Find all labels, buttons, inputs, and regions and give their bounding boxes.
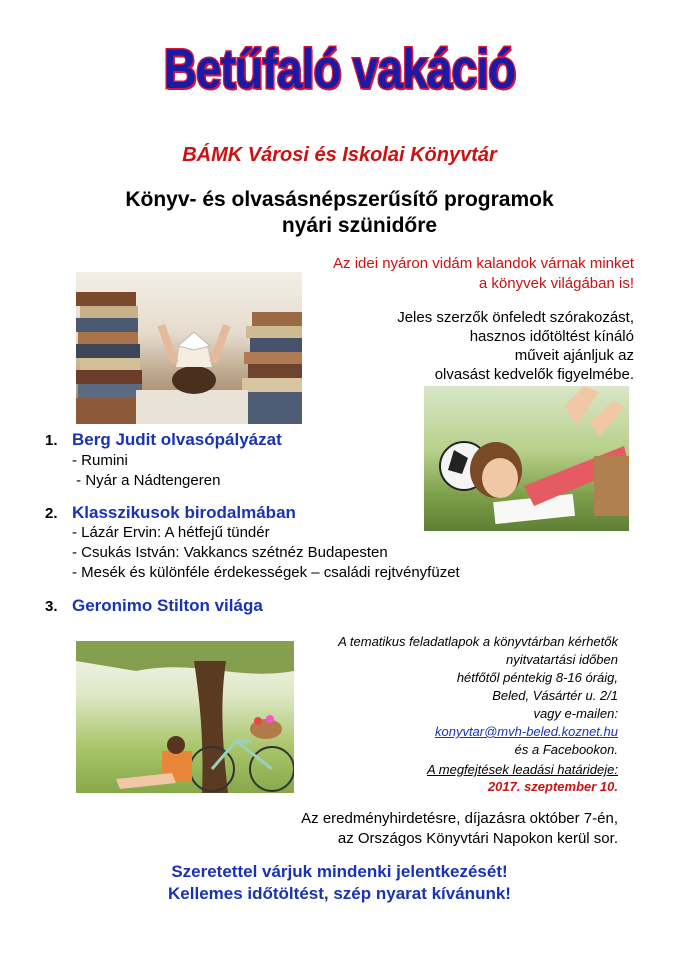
info-line: Beled, Vásártér u. 2/1 — [492, 688, 618, 703]
program-items — [72, 523, 460, 583]
poster-title: Betűfaló vakáció — [163, 37, 516, 100]
intro-red-line: a könyvek világában is! — [478, 275, 634, 292]
program-title: Geronimo Stilton világa — [72, 596, 263, 615]
program-items — [72, 451, 220, 491]
results-line: Az eredményhirdetésre, díjazásra október 7-én, — [301, 810, 618, 827]
program-title: Klasszikusok birodalmában — [72, 503, 296, 522]
closing-line: Szeretettel várjuk mindenki jelentkezését! — [171, 862, 508, 881]
closing-message — [0, 861, 679, 905]
closing-line: Kellemes időtöltést, szép nyarat kívánunk! — [168, 884, 511, 903]
intro-line: olvasást kedvelők figyelmébe. — [434, 366, 634, 383]
program-number: 3. — [45, 598, 58, 615]
program-title: Berg Judit olvasópályázat — [72, 430, 282, 449]
intro-text — [300, 308, 634, 384]
info-line: vagy e-mailen: — [533, 706, 618, 721]
intro-line: Jeles szerzők önfeledt szórakozást, — [397, 309, 634, 326]
photo-tree-bicycle — [76, 641, 294, 793]
deadline-date: 2017. szeptember 10. — [487, 779, 618, 794]
subtitle-line-2: nyári szünidőre — [281, 214, 438, 237]
intro-line: műveit ajánljuk az — [514, 347, 634, 364]
deadline-label: A megfejtések leadási határideje: — [426, 762, 618, 777]
library-name: BÁMK Városi és Iskolai Könyvtár — [182, 144, 497, 166]
program-number: 1. — [45, 432, 58, 449]
program-item: - Rumini — [72, 452, 128, 469]
intro-red-line: Az idei nyáron vidám kalandok várnak minket — [333, 255, 634, 272]
program-item: - Lázár Ervin: A hétfejű tündér — [72, 524, 270, 541]
intro-highlight — [300, 254, 634, 294]
results-line: az Országos Könyvtári Napokon kerül sor. — [337, 830, 618, 847]
info-line: nyitvatartási időben — [505, 652, 618, 667]
photo-reading-girl-books — [76, 272, 302, 424]
info-line: és a Facebookon. — [514, 742, 618, 757]
info-line: hétfőtől péntekig 8-16 óráig, — [456, 670, 618, 685]
program-item: - Mesék és különféle érdekességek – családi rejtvényfüzet — [72, 564, 460, 581]
results-announcement — [240, 809, 618, 849]
subtitle-line-1: Könyv- és olvasásnépszerűsítő programok — [125, 188, 554, 211]
program-number: 2. — [45, 505, 58, 522]
intro-line: hasznos időtöltést kínáló — [469, 328, 634, 345]
info-line: A tematikus feladatlapok a könyvtárban kérhetők — [338, 634, 618, 649]
photo-girl-reading-grass — [424, 386, 629, 531]
email-link[interactable]: konyvtar@mvh-beled.koznet.hu — [434, 724, 618, 739]
info-block — [286, 633, 618, 759]
program-item: - Nyár a Nádtengeren — [72, 472, 221, 489]
deadline-block — [286, 761, 618, 795]
program-item: - Csukás István: Vakkancs szétnéz Budapesten — [72, 544, 388, 561]
